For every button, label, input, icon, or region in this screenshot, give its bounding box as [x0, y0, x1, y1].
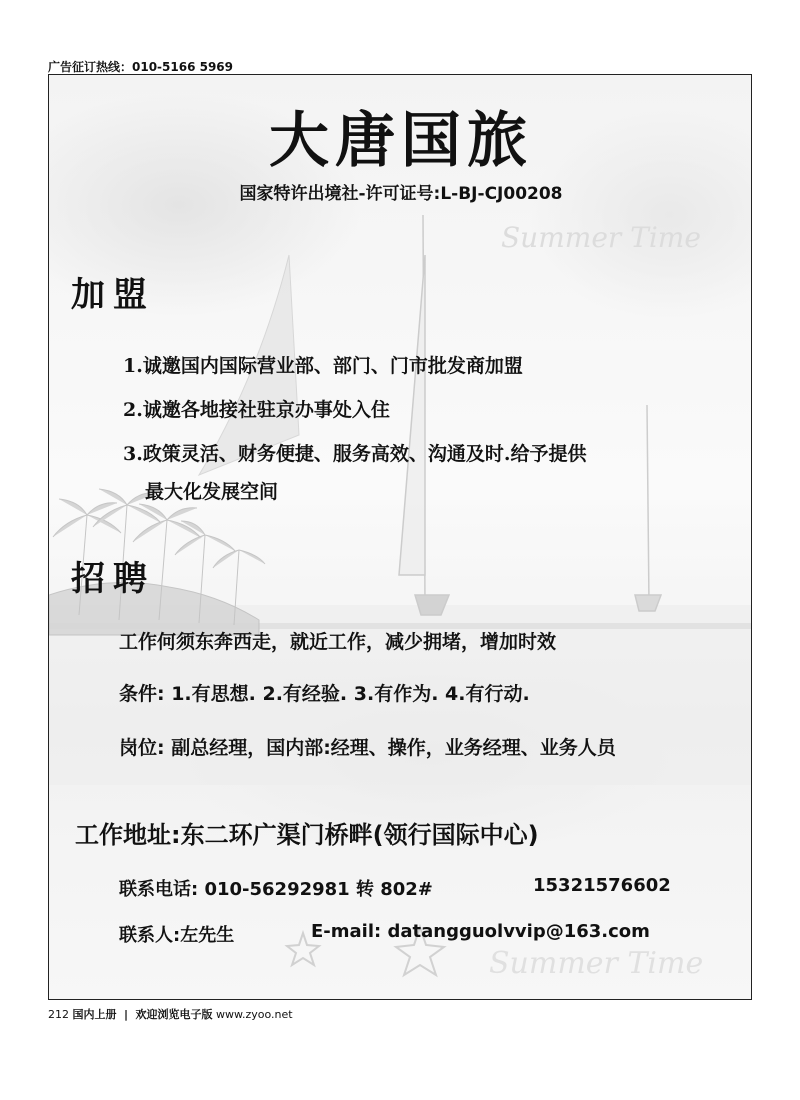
background-seascape-illustration	[49, 75, 752, 1000]
footer-url[interactable]: www.zyoo.net	[216, 1008, 293, 1021]
join-heading: 加盟	[71, 275, 155, 315]
license-number: 国家特许出境社-许可证号:L-BJ-CJ00208	[239, 184, 563, 204]
work-address: 工作地址:东二环广渠门桥畔(领行国际中心)	[75, 821, 539, 849]
decor-script-bottom: Summer Time	[489, 946, 704, 981]
recruit-conditions: 条件: 1.有思想. 2.有经验. 3.有作为. 4.有行动.	[119, 683, 530, 705]
footer-welcome: 欢迎浏览电子版	[135, 1008, 213, 1021]
contact-email: E-mail: datangguolvvip@163.com	[311, 921, 650, 942]
footer-section: 国内上册	[72, 1008, 117, 1021]
contact-person: 联系人:左先生	[119, 925, 235, 946]
contact-phone: 联系电话: 010-56292981 转 802#	[119, 879, 433, 900]
recruit-intro: 工作何须东奔西走，就近工作，减少拥堵，增加时效	[119, 631, 557, 653]
join-item-3-continuation: 最大化发展空间	[145, 481, 279, 503]
recruit-positions: 岗位: 副总经理，国内部:经理、操作，业务经理、业务人员	[119, 737, 616, 759]
decor-script-top: Summer Time	[501, 221, 701, 254]
join-item-2: 2.诚邀各地接社驻京办事处入住	[123, 399, 390, 421]
advertisement-panel	[48, 74, 752, 1000]
join-item-1: 1.诚邀国内国际营业部、部门、门市批发商加盟	[123, 355, 523, 377]
footer-separator: |	[124, 1008, 129, 1021]
join-item-3: 3.政策灵活、财务便捷、服务高效、沟通及时.给予提供	[123, 443, 587, 465]
recruit-heading: 招聘	[71, 559, 155, 599]
contact-mobile: 15321576602	[533, 875, 671, 896]
ad-hotline: 广告征订热线：010-5166 5969	[48, 60, 234, 74]
page-number: 212	[48, 1008, 69, 1021]
page-footer	[48, 1006, 293, 1022]
company-title: 大唐国旅	[269, 106, 533, 176]
